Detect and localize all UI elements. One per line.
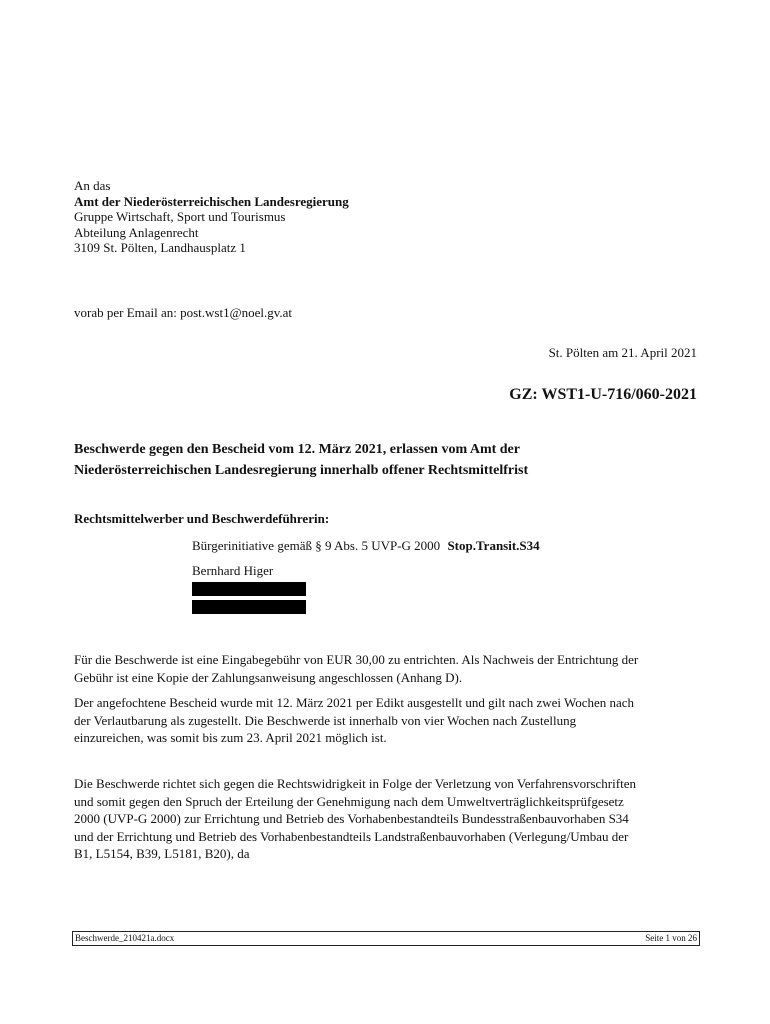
subject-heading bbox=[74, 439, 704, 481]
paragraph-line: Die Beschwerde richtet sich gegen die Rechtswidrigkeit in Folge der Verletzung von Verfahrensvorschriften bbox=[74, 776, 636, 791]
reference-number: GZ: WST1-U-716/060-2021 bbox=[509, 386, 697, 403]
redaction-bar bbox=[192, 582, 306, 596]
recipient-group: Gruppe Wirtschaft, Sport und Tourismus bbox=[74, 209, 286, 224]
paragraph-line: Gebühr ist eine Kopie der Zahlungsanweisung angeschlossen (Anhang D). bbox=[74, 669, 463, 685]
recipient-street: 3109 St. Pölten, Landhausplatz 1 bbox=[74, 240, 246, 255]
paragraph-line: B1, L5154, B39, L5181, B20), da bbox=[74, 846, 250, 861]
appellant-organization bbox=[192, 538, 540, 554]
paragraph-line: und somit gegen den Spruch der Erteilung der Genehmigung nach dem Umweltverträglichkeitsprüfgesetz bbox=[74, 793, 624, 809]
recipient-line-1: An das bbox=[74, 178, 111, 193]
page-footer bbox=[72, 931, 700, 946]
appellant-org-name: Stop.Transit.S34 bbox=[447, 538, 540, 553]
recipient-authority: Amt der Niederösterreichischen Landesregierung bbox=[74, 193, 349, 209]
footer-filename: Beschwerde_210421a.docx bbox=[75, 933, 175, 943]
subject-line-2: Niederösterreichischen Landesregierung innerhalb offener Rechtsmittelfrist bbox=[74, 463, 529, 478]
paragraph-line: Für die Beschwerde ist eine Eingabegebühr von EUR 30,00 zu entrichten. Als Nachweis der Entrichtung der bbox=[74, 652, 639, 667]
paragraph-line: Der angefochtene Bescheid wurde mit 12. März 2021 per Edikt ausgestellt und gilt nach zwei Wochen nach bbox=[74, 695, 635, 710]
recipient-address bbox=[74, 178, 349, 256]
paragraph-line: einzureichen, was somit bis zum 23. April 2021 möglich ist. bbox=[74, 730, 387, 745]
footer-page-number: Seite 1 von 26 bbox=[645, 933, 697, 943]
recipient-department: Abteilung Anlagenrecht bbox=[74, 224, 199, 240]
paragraph-fee bbox=[74, 651, 700, 686]
paragraph-line: 2000 (UVP-G 2000) zur Errichtung und Betrieb des Vorhabenbestandteils Bundesstraßenbauvorhaben S34 bbox=[74, 811, 629, 826]
paragraph-line: und der Errichtung und Betrieb des Vorhabenbestandteils Landstraßenbauvorhaben (Verlegung/Umbau der bbox=[74, 828, 629, 844]
email-notice: vorab per Email an: post.wst1@noel.gv.at bbox=[74, 305, 292, 320]
appellant-title: Rechtsmittelwerber und Beschwerdeführerin: bbox=[74, 511, 330, 526]
paragraph-deadline bbox=[74, 694, 700, 747]
appellant-person: Bernhard Higer bbox=[192, 563, 274, 578]
paragraph-grounds bbox=[74, 775, 700, 863]
appellant-org-text: Bürgerinitiative gemäß § 9 Abs. 5 UVP-G 2000 bbox=[192, 538, 441, 553]
redaction-bar bbox=[192, 600, 306, 614]
subject-line-1: Beschwerde gegen den Bescheid vom 12. März 2021, erlassen vom Amt der bbox=[74, 442, 520, 457]
date-line: St. Pölten am 21. April 2021 bbox=[548, 345, 697, 360]
paragraph-line: der Verlautbarung als zugestellt. Die Beschwerde ist innerhalb von vier Wochen nach Zustellung bbox=[74, 712, 577, 728]
